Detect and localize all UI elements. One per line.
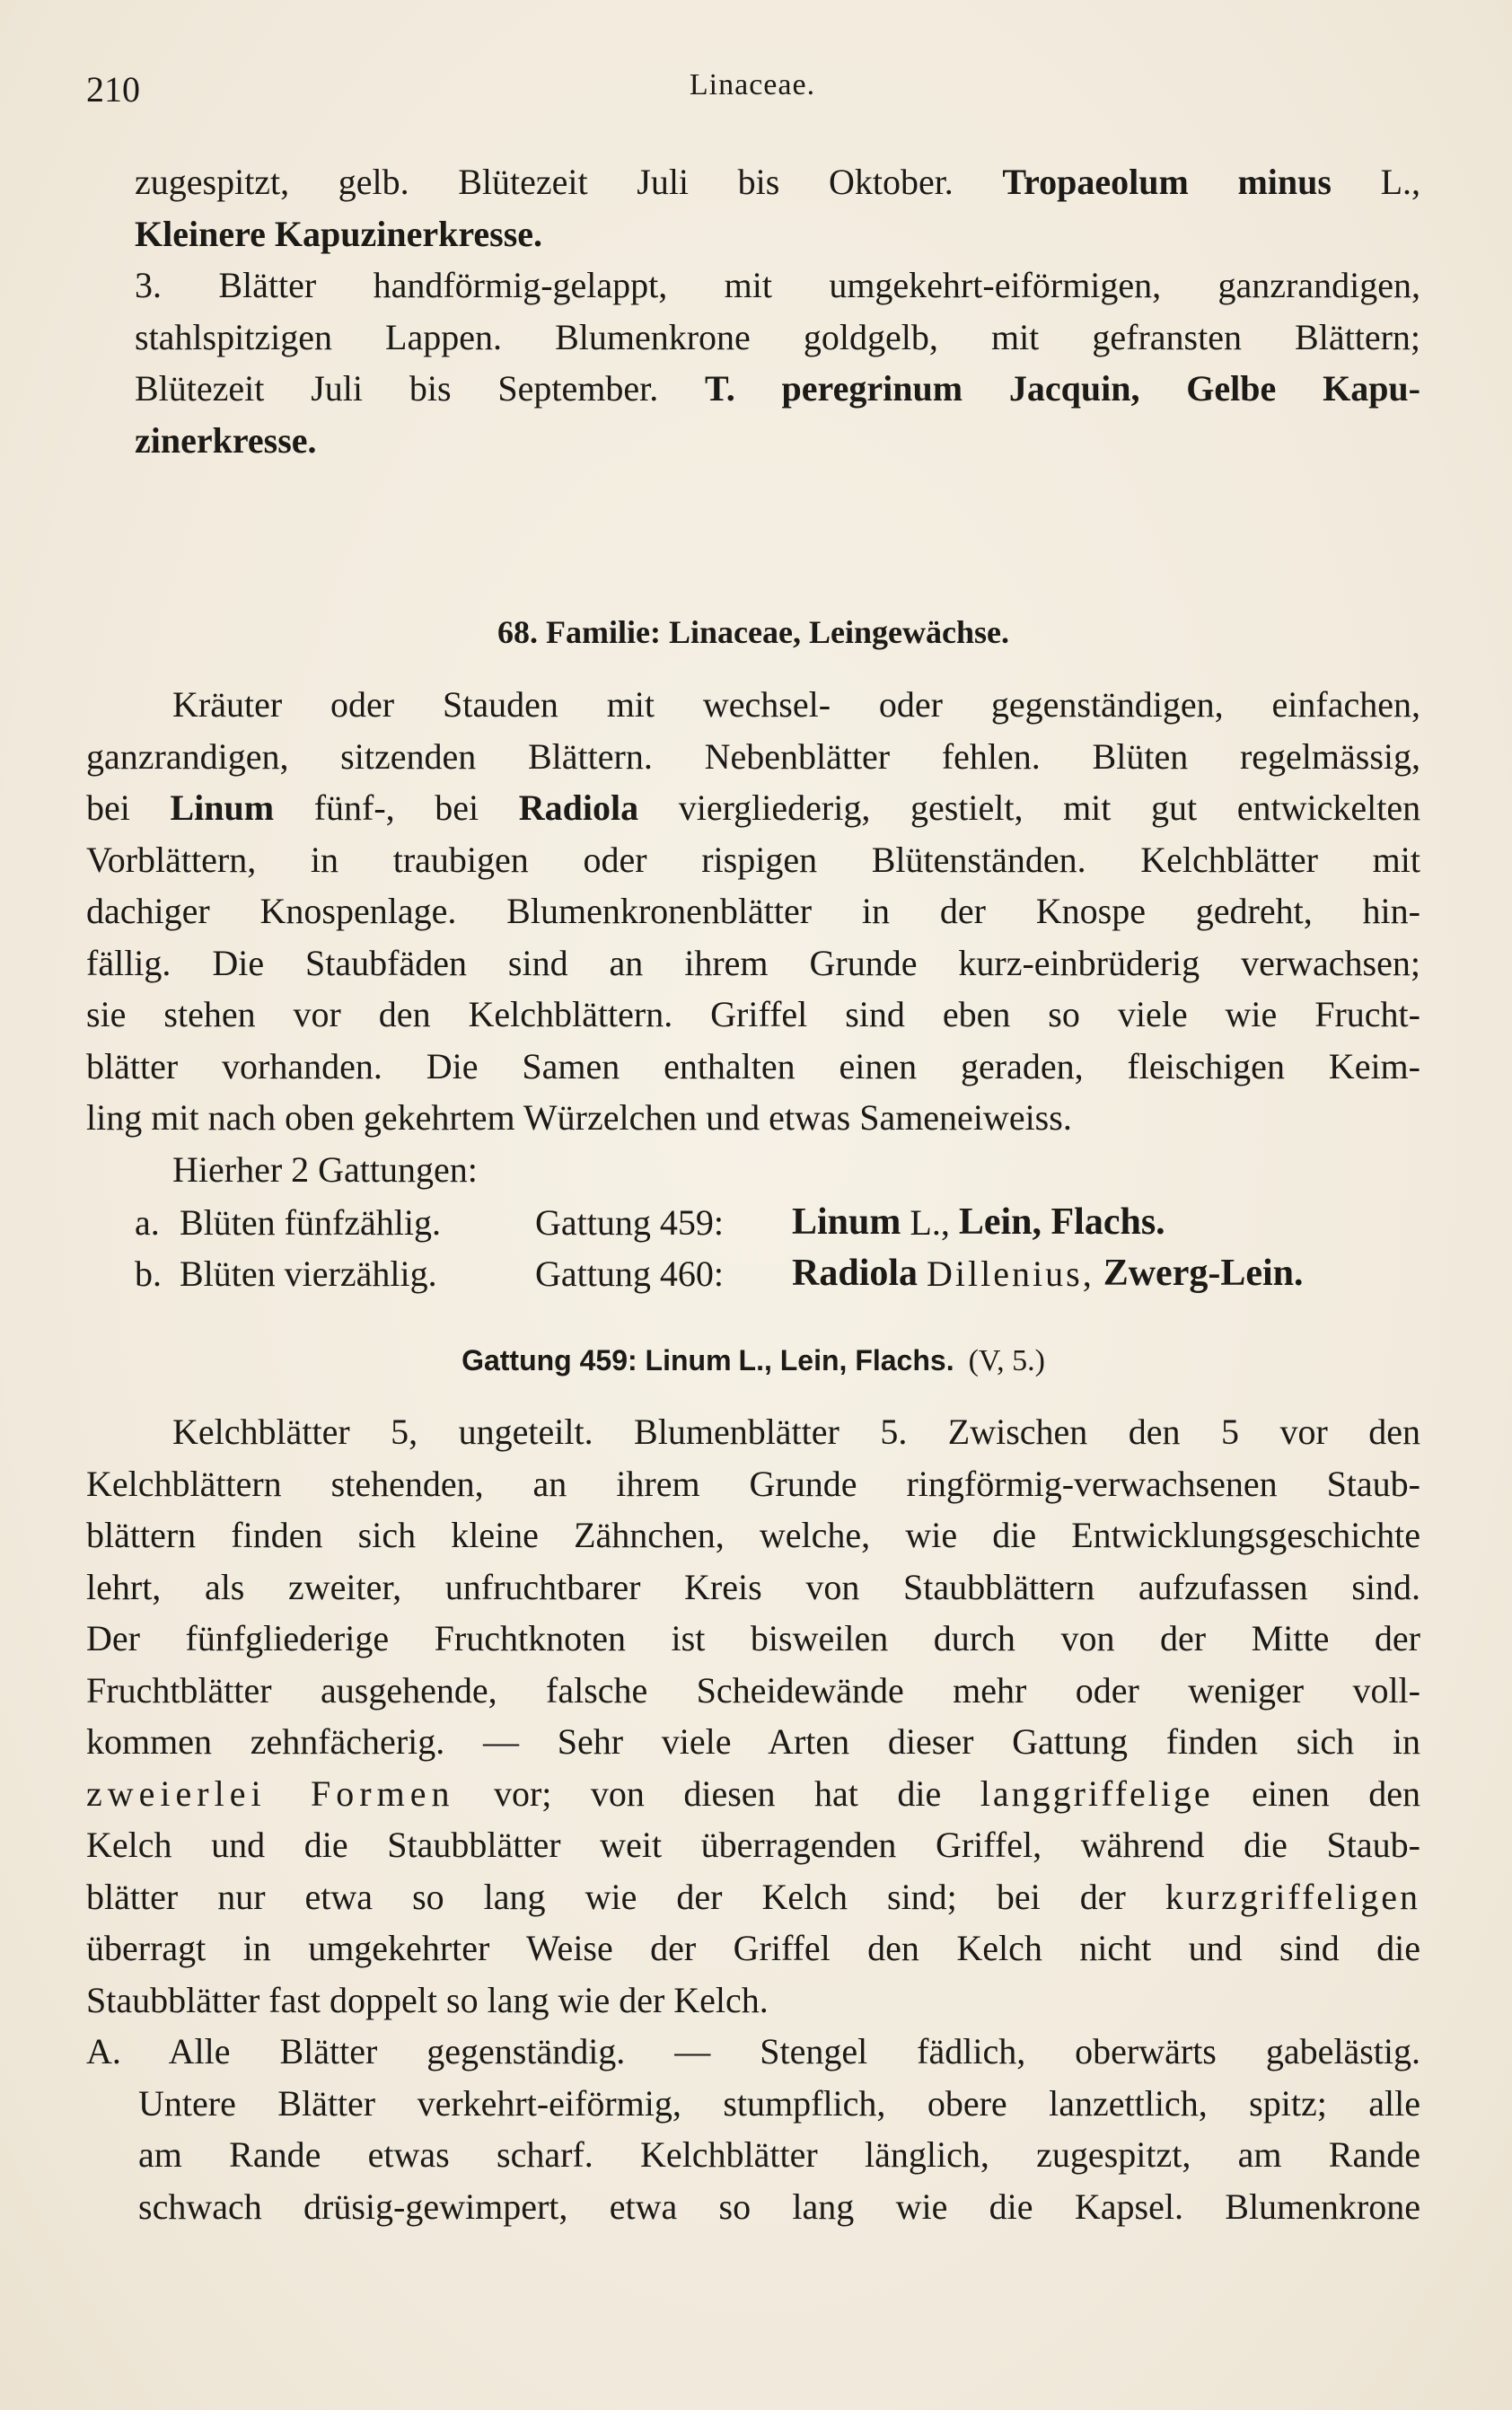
text-line: 3. Blätter handförmig-gelappt, mit umgekehrt-eiförmigen, ganzrandigen, [135, 265, 1420, 305]
linnaean-class: (V, 5.) [968, 1344, 1045, 1377]
text-line: Kräuter oder Stauden mit wechsel- oder gegenständigen, einfachen, [172, 684, 1420, 725]
genus-author: L., [910, 1202, 950, 1243]
genus-heading: Gattung 459: Linum L., Lein, Flachs. (V, 5.) [462, 1344, 1045, 1377]
family-heading: 68. Familie: Linaceae, Leingewächse. [497, 614, 1009, 650]
text-line: Untere Blätter verkehrt-eiförmig, stumpflich, obere lanzettlich, spitz; alle [138, 2082, 1420, 2124]
text-line: A. Alle Blätter gegenständig. — Stengel fädlich, oberwärts gabelästig. [86, 2031, 1420, 2071]
text-line: ling mit nach oben gekehrtem Würzelchen und etwas Sameneiweiss. [86, 1097, 1072, 1138]
text-line: Kleinere Kapuzinerkresse. [135, 213, 543, 254]
text-line: kommen zehnfächerig. — Sehr viele Arten dieser Gattung finden sich in [86, 1721, 1420, 1762]
text-line: sie stehen vor den Kelchblättern. Griffel sind eben so viele wie Frucht- [86, 994, 1420, 1034]
text-line: Kelchblättern stehenden, an ihrem Grunde ringförmig-verwachsenen Staub- [86, 1463, 1420, 1504]
species-name: Tropaeolum minus [1002, 162, 1332, 202]
page-header [86, 68, 1419, 113]
text-line: zweierlei Formen vor; von diesen hat die langgriffelige einen den [86, 1772, 1421, 1814]
key-row [135, 1197, 1420, 1248]
key-letter: b. [135, 1253, 162, 1294]
genera-key [86, 1197, 1420, 1299]
genus-number: Gattung 460: [535, 1253, 724, 1294]
running-title: Linaceae. [689, 68, 816, 101]
key-row [135, 1248, 1420, 1299]
genus-author: Dillenius, [927, 1253, 1094, 1294]
text-line: überragt in umgekehrter Weise der Griffel den Kelch nicht und sind die [86, 1928, 1420, 1968]
key-letter: a. [135, 1202, 160, 1243]
genus-name: Linum [792, 1201, 901, 1243]
text-line: stahlspitzigen Lappen. Blumenkrone goldgelb, mit gefransten Blättern; [135, 316, 1420, 357]
text-line: am Rande etwas scharf. Kelchblätter länglich, zugespitzt, am Rande [138, 2134, 1420, 2175]
key-description: Blüten vierzählig. [180, 1253, 437, 1294]
text-line: Kelchblätter 5, ungeteilt. Blumenblätter 5. Zwischen den 5 vor den [172, 1412, 1420, 1452]
text-line: schwach drüsig-gewimpert, etwa so lang wie die Kapsel. Blumenkrone [138, 2186, 1420, 2227]
text-line: Kelch und die Staubblätter weit überragenden Griffel, während die Staub- [86, 1825, 1420, 1865]
genus-name: Radiola [792, 1253, 919, 1294]
text-line: Vorblättern, in traubigen oder rispigen Blütenständen. Kelchblätter mit [86, 839, 1420, 880]
genus-description [86, 1406, 1420, 2232]
text-line: fällig. Die Staubfäden sind an ihrem Grunde kurz-einbrüderig verwachsen; [86, 942, 1420, 983]
text-line: Staubblätter fast doppelt so lang wie der Kelch. [86, 1979, 769, 2020]
text-line: Blütezeit Juli bis September. T. peregrinum Jacquin, Gelbe Kapu- [135, 368, 1420, 409]
text-line: zinerkresse. [135, 419, 317, 461]
genus-number: Gattung 459: [535, 1202, 724, 1243]
text-line: Der fünfgliederige Fruchtknoten ist bisweilen durch von der Mitte der [86, 1618, 1420, 1658]
text-line: bei Linum fünf-, bei Radiola viergliederig, gestielt, mit gut entwickelten [86, 787, 1421, 828]
tropaeolum-continuation [86, 156, 1420, 466]
text-line: ganzrandigen, sitzenden Blättern. Nebenblätter fehlen. Blüten regelmässig, [86, 735, 1420, 777]
text-line: dachiger Knospenlage. Blumenkronenblätter in der Knospe gedreht, hin- [86, 891, 1420, 931]
genus-common-name: Lein, Flachs. [958, 1201, 1165, 1243]
text-line: blätter vorhanden. Die Samen enthalten einen geraden, fleischigen Keim- [86, 1045, 1420, 1086]
page-number: 210 [86, 69, 140, 110]
text-line: lehrt, als zweiter, unfruchtbarer Kreis von Staubblättern aufzufassen sind. [86, 1566, 1420, 1607]
genus-common-name: Zwerg-Lein. [1103, 1253, 1304, 1294]
species-name: T. peregrinum Jacquin, Gelbe Kapu- [705, 368, 1420, 409]
text-line: Fruchtblätter ausgehende, falsche Scheidewände mehr oder weniger voll- [86, 1669, 1420, 1711]
text-line: blättern finden sich kleine Zähnchen, welche, wie die Entwicklungsgeschichte [86, 1515, 1420, 1555]
text-line: Hierher 2 Gattungen: [172, 1148, 478, 1190]
key-description: Blüten fünfzählig. [180, 1202, 442, 1243]
family-description [86, 679, 1420, 1195]
text-line: zugespitzt, gelb. Blütezeit Juli bis Oktober. Tropaeolum minus L., [135, 162, 1420, 202]
text-line: blätter nur etwa so lang wie der Kelch sind; bei der kurzgriffeligen [86, 1876, 1421, 1917]
